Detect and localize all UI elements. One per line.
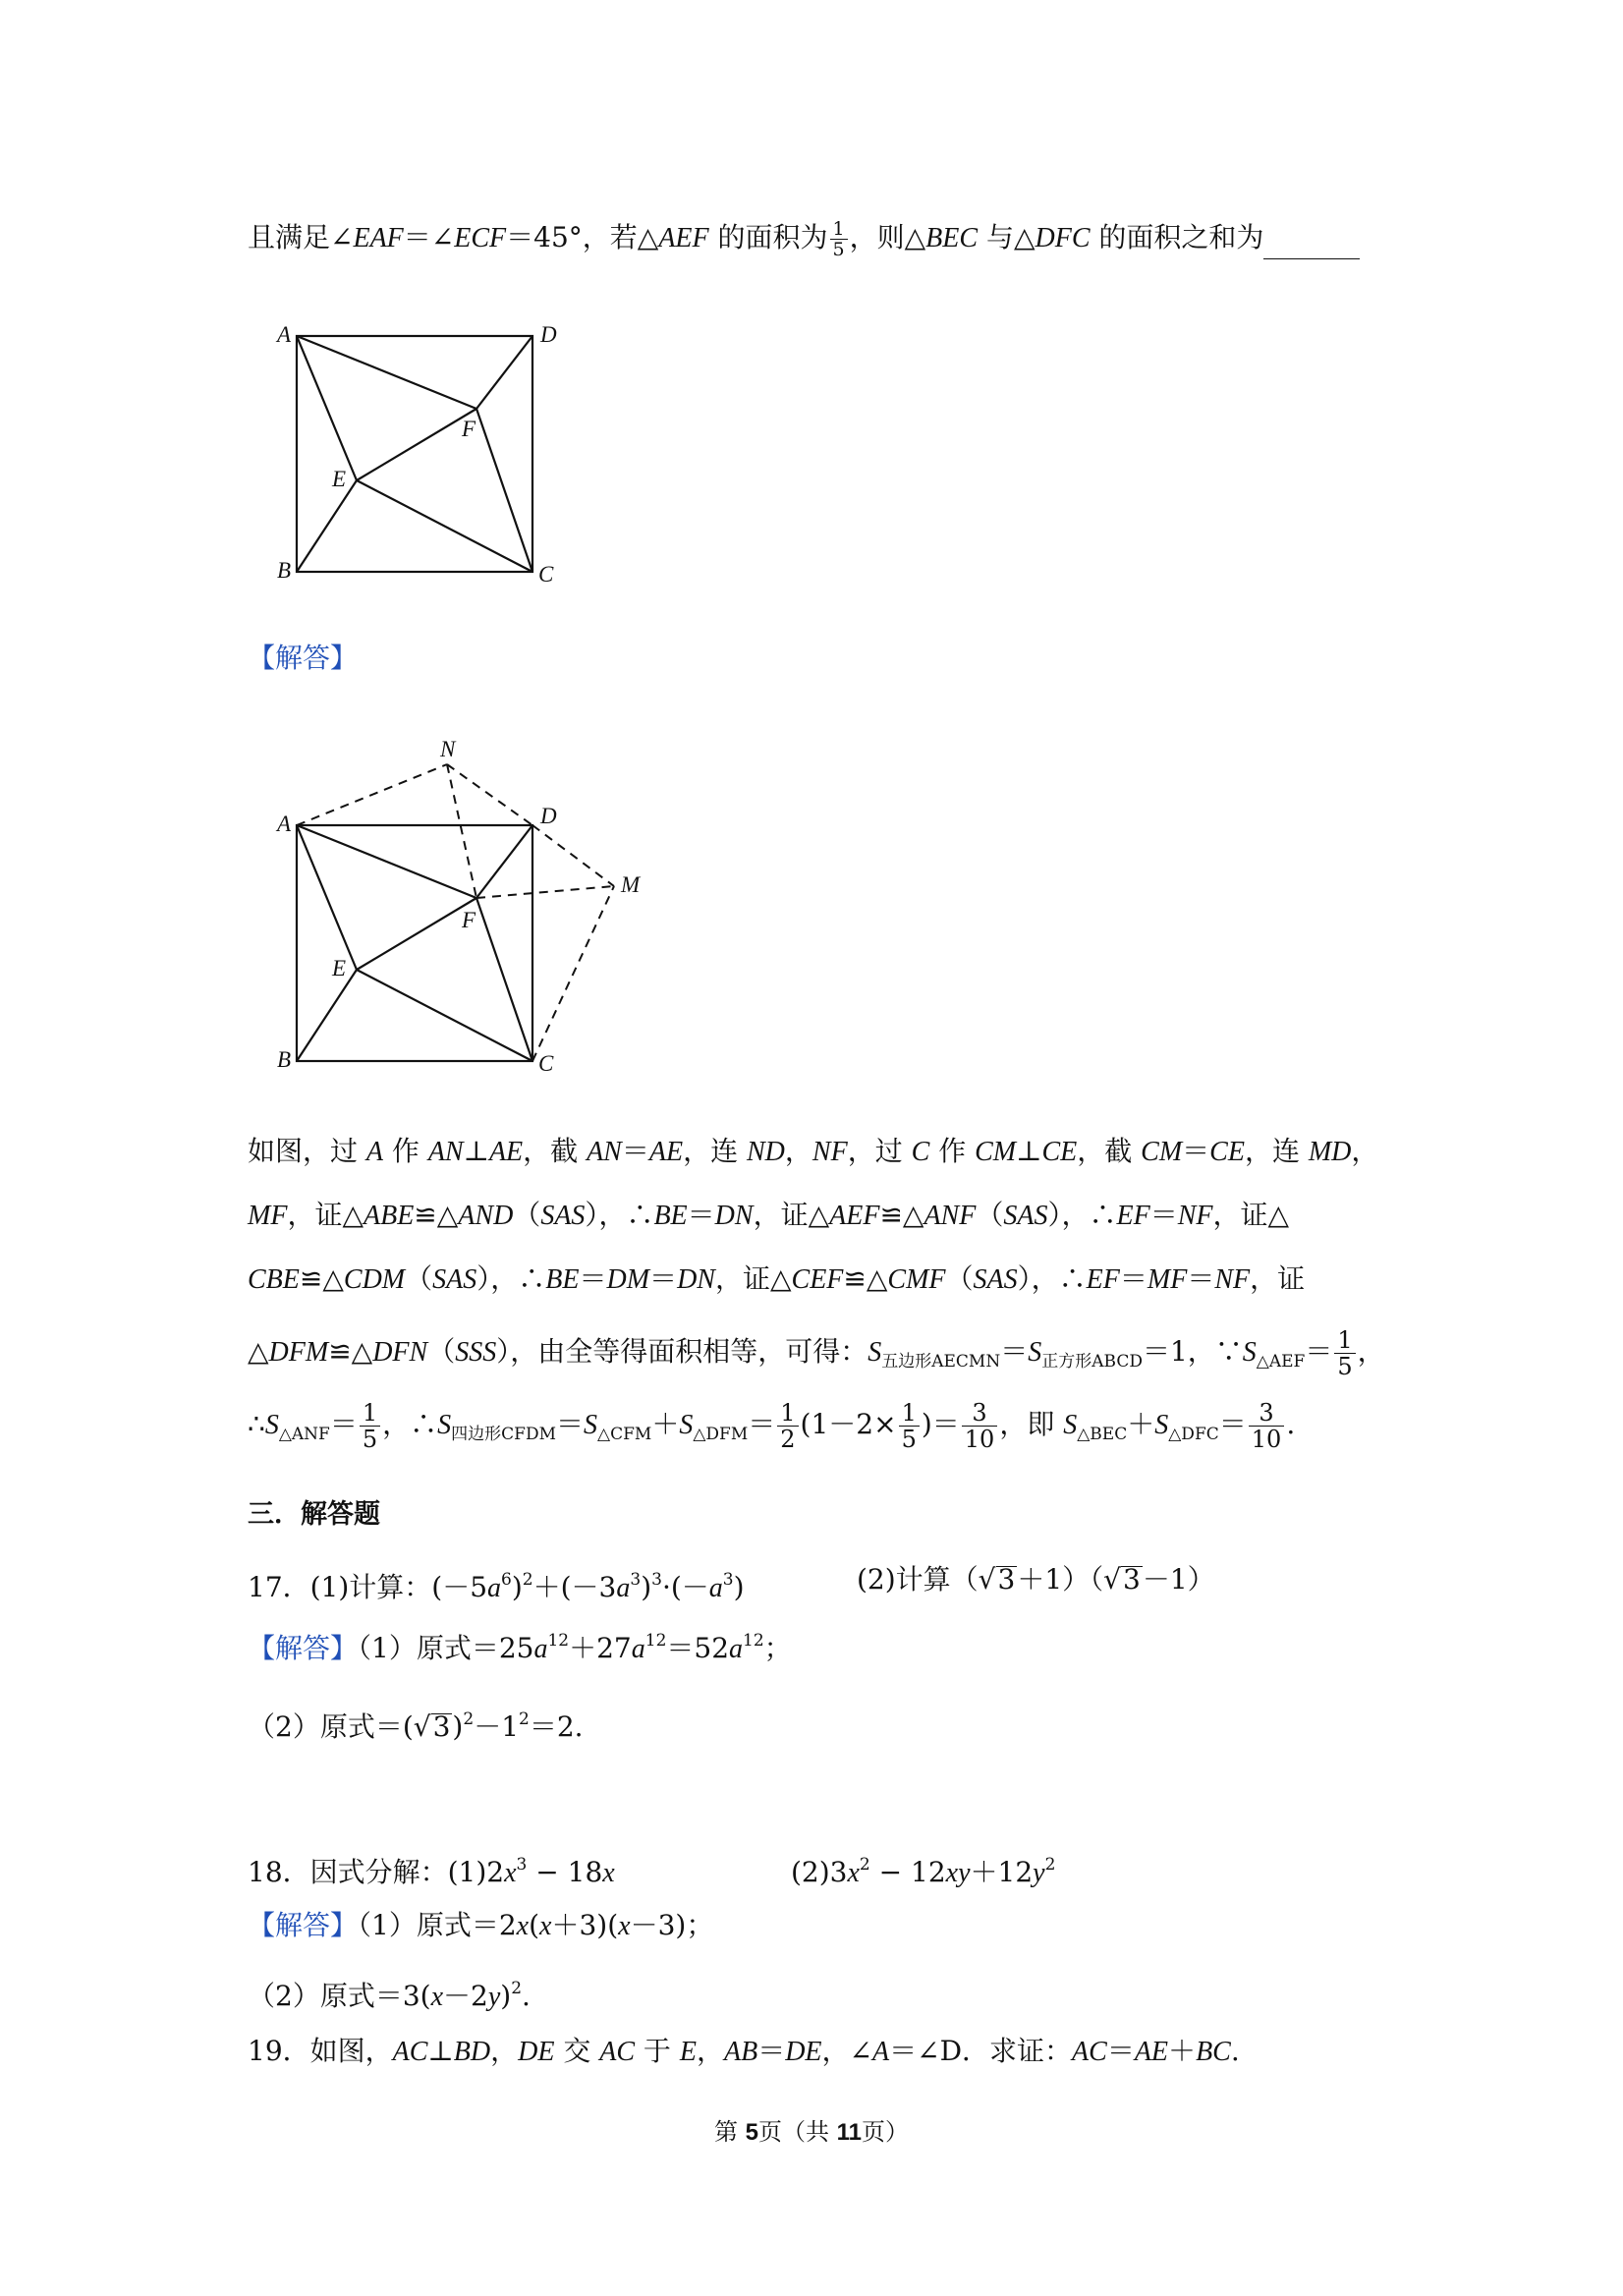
text: ＋27 bbox=[569, 1632, 632, 1664]
math-var: DN bbox=[677, 1264, 715, 1295]
math-var: DM bbox=[606, 1264, 650, 1295]
text: ＝∠ bbox=[403, 221, 455, 253]
subscript: △AEF bbox=[1256, 1352, 1306, 1372]
text: ， bbox=[696, 2035, 724, 2067]
segment-af bbox=[297, 825, 476, 898]
answer-18-line-1 bbox=[248, 1906, 713, 1946]
dashed-cm bbox=[532, 886, 614, 1061]
label-c: C bbox=[538, 562, 554, 587]
math-var: SAS bbox=[973, 1264, 1018, 1295]
label-d: D bbox=[540, 322, 557, 347]
text: (2)3 bbox=[791, 1856, 848, 1888]
math-var: CMF bbox=[887, 1264, 946, 1295]
text: （2）原式＝3( bbox=[248, 1980, 431, 2012]
math-var: x bbox=[516, 1911, 530, 1941]
text: ) bbox=[641, 1571, 652, 1603]
math-var: x bbox=[847, 1858, 860, 1888]
text: ＋ bbox=[1168, 2035, 1197, 2067]
text: ·(－ bbox=[661, 1571, 709, 1603]
answer-18-line-2 bbox=[248, 1969, 531, 2017]
math-var: xy bbox=[945, 1858, 971, 1888]
text: 的面积之和为 bbox=[1090, 221, 1264, 253]
text: ，∴ bbox=[382, 1408, 438, 1440]
square-abcd bbox=[297, 825, 532, 1061]
text: （ bbox=[945, 1262, 974, 1295]
text: ＝1，∵ bbox=[1142, 1335, 1243, 1368]
math-var: BE bbox=[545, 1264, 580, 1295]
math-var: AC bbox=[1072, 2037, 1107, 2067]
sqrt-sign: √ bbox=[1103, 1563, 1122, 1596]
math-var: A bbox=[872, 2037, 890, 2067]
exponent: 2 bbox=[1044, 1855, 1056, 1875]
text: （ bbox=[427, 1335, 456, 1368]
text: ＝ bbox=[748, 1408, 776, 1440]
area-symbol: S bbox=[679, 1410, 694, 1440]
text: 交 bbox=[554, 2035, 600, 2067]
text: ⊥ bbox=[427, 2035, 454, 2067]
text: （ bbox=[976, 1199, 1004, 1231]
subscript: 四边形CFDM bbox=[451, 1425, 557, 1444]
exponent: 2 bbox=[519, 1709, 530, 1729]
exponent: 3 bbox=[630, 1570, 642, 1590]
math-var: CDM bbox=[343, 1264, 406, 1295]
text: －3)； bbox=[630, 1909, 714, 1941]
text: ），∴ bbox=[1017, 1262, 1087, 1295]
solution-line-4 bbox=[248, 1322, 1385, 1381]
math-var: AN bbox=[587, 1137, 622, 1167]
subscript: △ANF bbox=[278, 1425, 330, 1444]
segment-be bbox=[297, 480, 357, 572]
math-var: A bbox=[365, 1137, 384, 1167]
text: 18．因式分解：(1)2 bbox=[248, 1856, 505, 1888]
math-var: C bbox=[911, 1137, 930, 1167]
text: △ bbox=[248, 1335, 269, 1368]
exponent: 2 bbox=[511, 1979, 523, 1998]
text: . bbox=[1230, 2035, 1240, 2067]
text: ) bbox=[511, 1571, 523, 1603]
text: ，则△ bbox=[849, 221, 926, 253]
segment-ef bbox=[357, 409, 476, 480]
math-var: ECF bbox=[454, 223, 507, 253]
math-var: DFM bbox=[268, 1337, 329, 1368]
text: ＋12 bbox=[970, 1856, 1034, 1888]
text: 的面积为 bbox=[708, 221, 828, 253]
area-symbol: S bbox=[584, 1410, 598, 1440]
text: 作 bbox=[929, 1135, 976, 1167]
text: (2)计算（ bbox=[857, 1563, 979, 1596]
math-var: ND bbox=[747, 1137, 785, 1167]
math-var: AE bbox=[1134, 2037, 1169, 2067]
area-symbol: S bbox=[1242, 1337, 1257, 1368]
text: 且满足∠ bbox=[248, 221, 354, 253]
text: （2）原式＝( bbox=[248, 1710, 414, 1743]
subscript: 正方形ABCD bbox=[1041, 1352, 1143, 1372]
numerator: 3 bbox=[1249, 1400, 1285, 1427]
label-c: C bbox=[538, 1051, 554, 1076]
answer-tag: 【解答】 bbox=[248, 642, 359, 674]
math-var: NF bbox=[812, 1137, 848, 1167]
text: ＝ bbox=[1305, 1335, 1333, 1368]
solution-line-3 bbox=[248, 1260, 1305, 1300]
subscript: △BEC bbox=[1077, 1425, 1128, 1444]
text: （1）原式＝2 bbox=[358, 1909, 517, 1941]
math-var: AC bbox=[392, 2037, 428, 2067]
text: 于 bbox=[635, 2035, 680, 2067]
segment-be bbox=[297, 970, 357, 1061]
fraction-one-fifth bbox=[830, 219, 848, 259]
text: ，连 bbox=[1244, 1135, 1309, 1167]
area-symbol: S bbox=[867, 1337, 882, 1368]
text: 第 bbox=[713, 2118, 746, 2146]
text: ＝ bbox=[329, 1408, 358, 1440]
text: ＋3)( bbox=[551, 1909, 619, 1941]
text: ⊥ bbox=[1016, 1135, 1042, 1167]
text: ≌△ bbox=[299, 1262, 344, 1295]
numerator: 3 bbox=[962, 1400, 998, 1427]
answer-blank bbox=[1263, 229, 1360, 259]
text: ），由全等得面积相等，可得： bbox=[496, 1335, 868, 1368]
text: ( bbox=[529, 1909, 540, 1941]
sqrt-sign: √ bbox=[978, 1563, 996, 1596]
math-var: AEF bbox=[658, 223, 709, 253]
math-var: a bbox=[616, 1573, 631, 1603]
label-b: B bbox=[277, 1047, 292, 1072]
area-symbol: S bbox=[437, 1410, 452, 1440]
text: ) bbox=[500, 1980, 512, 2012]
text: ＋1）（ bbox=[1017, 1563, 1104, 1596]
dashed-fm bbox=[476, 886, 614, 898]
denominator: 10 bbox=[1251, 1426, 1282, 1453]
text: 页（共 bbox=[757, 2118, 837, 2146]
text: －2 bbox=[443, 1980, 488, 2012]
text: ∴ bbox=[248, 1408, 265, 1440]
fraction bbox=[962, 1400, 998, 1452]
numerator: 1 bbox=[830, 219, 848, 240]
text: ＝ bbox=[1218, 1408, 1247, 1440]
math-var: BE bbox=[653, 1201, 688, 1231]
math-var: x bbox=[504, 1858, 517, 1888]
question-17 bbox=[248, 1560, 745, 1608]
text: 如图，过 bbox=[248, 1135, 366, 1167]
text: ＋ bbox=[651, 1408, 680, 1440]
fraction bbox=[1334, 1327, 1355, 1379]
text: ＝ bbox=[1000, 1335, 1029, 1368]
segment-ef bbox=[357, 898, 476, 970]
math-var: SSS bbox=[455, 1337, 497, 1368]
label-a: A bbox=[277, 812, 292, 836]
text: －1） bbox=[1142, 1563, 1215, 1596]
math-var: BC bbox=[1196, 2037, 1231, 2067]
text: ，过 bbox=[847, 1135, 912, 1167]
text: ），∴ bbox=[1047, 1199, 1117, 1231]
numerator: 1 bbox=[360, 1400, 380, 1427]
area-symbol: S bbox=[1154, 1410, 1169, 1440]
question-19 bbox=[248, 2032, 1240, 2072]
exponent: 12 bbox=[644, 1631, 667, 1651]
exponent: 3 bbox=[722, 1570, 734, 1590]
text: （ bbox=[405, 1262, 433, 1295]
text: －1 bbox=[474, 1710, 520, 1743]
math-var: SAS bbox=[1003, 1201, 1048, 1231]
radicand: 3 bbox=[997, 1563, 1016, 1596]
math-var: MF bbox=[1147, 1264, 1188, 1295]
math-var: y bbox=[1033, 1858, 1045, 1888]
numerator: 1 bbox=[899, 1400, 920, 1427]
exponent: 2 bbox=[522, 1570, 533, 1590]
text: ) bbox=[452, 1710, 464, 1743]
text: ＝45°，若△ bbox=[506, 221, 659, 253]
text: ，证△ bbox=[753, 1199, 830, 1231]
problem-16-line bbox=[248, 218, 1360, 259]
math-var: EF bbox=[1116, 1201, 1150, 1231]
text: ≌△ bbox=[843, 1262, 888, 1295]
text: ＝ bbox=[556, 1408, 585, 1440]
area-symbol: S bbox=[264, 1410, 279, 1440]
square-figure-2 bbox=[265, 727, 678, 1091]
question-18-part-2 bbox=[791, 1845, 1055, 1893]
math-var: x bbox=[539, 1911, 552, 1941]
math-var: BEC bbox=[925, 223, 979, 253]
math-var: DFC bbox=[1035, 223, 1091, 253]
label-b: B bbox=[277, 558, 292, 583]
math-var: AE bbox=[648, 1137, 684, 1167]
text: − 18 bbox=[527, 1856, 603, 1888]
subscript: 五边形AECMN bbox=[881, 1352, 1001, 1372]
math-var: AE bbox=[488, 1137, 524, 1167]
math-var: a bbox=[533, 1634, 548, 1664]
answer-tag: 【解答】 bbox=[248, 1909, 359, 1941]
fraction bbox=[1249, 1400, 1285, 1452]
solution-line-5 bbox=[248, 1395, 1295, 1454]
text: ，证△ bbox=[714, 1262, 792, 1295]
numerator: 1 bbox=[777, 1400, 798, 1427]
exponent: 3 bbox=[651, 1570, 662, 1590]
math-var: CEF bbox=[791, 1264, 844, 1295]
question-17-part-2 bbox=[857, 1560, 1215, 1599]
answer-17-line-1 bbox=[248, 1621, 792, 1669]
subscript: △CFM bbox=[597, 1425, 652, 1444]
denominator: 5 bbox=[362, 1426, 378, 1453]
label-e: E bbox=[332, 467, 347, 491]
text: ，证 bbox=[1250, 1262, 1306, 1295]
exponent: 6 bbox=[501, 1570, 512, 1590]
segment-fd bbox=[476, 336, 532, 409]
text: ) bbox=[733, 1571, 745, 1603]
text: ），∴ bbox=[585, 1199, 654, 1231]
text: ≌△ bbox=[328, 1335, 373, 1368]
area-symbol: S bbox=[1063, 1410, 1078, 1440]
solution-line-1 bbox=[248, 1132, 1378, 1172]
label-f: F bbox=[462, 908, 476, 932]
math-var: EAF bbox=[353, 223, 404, 253]
exponent: 12 bbox=[743, 1631, 764, 1651]
text: ＝ bbox=[579, 1262, 607, 1295]
text: ； bbox=[763, 1632, 792, 1664]
text: （1）原式＝25 bbox=[358, 1632, 534, 1664]
text: ， bbox=[1351, 1135, 1379, 1167]
math-var: CM bbox=[1141, 1137, 1183, 1167]
text: ，证△ bbox=[1212, 1199, 1290, 1231]
text: − 12 bbox=[869, 1856, 946, 1888]
text: ⊥ bbox=[463, 1135, 489, 1167]
text: ＝ bbox=[1149, 1199, 1178, 1231]
text: ＝2. bbox=[529, 1710, 584, 1743]
segment-fd bbox=[476, 825, 532, 898]
subscript: △DFC bbox=[1168, 1425, 1219, 1444]
text: ＝ bbox=[1182, 1135, 1210, 1167]
text: 与△ bbox=[978, 221, 1035, 253]
math-var: SAS bbox=[540, 1201, 586, 1231]
square-figure-1 bbox=[265, 314, 580, 599]
sqrt-sign: √ bbox=[413, 1710, 431, 1743]
text: ，证△ bbox=[287, 1199, 364, 1231]
math-var: BD bbox=[453, 2037, 491, 2067]
exponent: 12 bbox=[547, 1631, 570, 1651]
math-var: AND bbox=[458, 1201, 514, 1231]
math-var: CE bbox=[1041, 1137, 1078, 1167]
text: ），∴ bbox=[476, 1262, 546, 1295]
math-var: x bbox=[602, 1858, 615, 1888]
denominator: 10 bbox=[964, 1426, 995, 1453]
math-var: ANF bbox=[923, 1201, 977, 1231]
math-var: NF bbox=[1214, 1264, 1251, 1295]
subscript: △DFM bbox=[693, 1425, 749, 1444]
total-pages: 11 bbox=[836, 2119, 862, 2146]
text: ＝ bbox=[1187, 1262, 1215, 1295]
text: ，连 bbox=[683, 1135, 747, 1167]
text: 17．(1)计算：(－5 bbox=[248, 1571, 488, 1603]
question-18 bbox=[248, 1845, 615, 1893]
text: ＝52 bbox=[666, 1632, 730, 1664]
denominator: 5 bbox=[1337, 1353, 1353, 1380]
text: ＝ bbox=[649, 1262, 678, 1295]
label-f: F bbox=[462, 417, 476, 441]
numerator: 1 bbox=[1334, 1327, 1355, 1354]
text: （ bbox=[513, 1199, 541, 1231]
page-footer bbox=[0, 2112, 1623, 2147]
math-var: AB bbox=[723, 2037, 758, 2067]
fraction bbox=[360, 1400, 380, 1452]
area-symbol: S bbox=[1028, 1337, 1042, 1368]
label-a: A bbox=[277, 322, 292, 347]
solution-line-2 bbox=[248, 1196, 1289, 1236]
math-var: AC bbox=[599, 2037, 636, 2067]
text: ≌△ bbox=[879, 1199, 924, 1231]
text: 19．如图， bbox=[248, 2035, 393, 2067]
text: ，即 bbox=[999, 1408, 1064, 1440]
text: ＋(－3 bbox=[532, 1571, 617, 1603]
math-var: a bbox=[631, 1634, 645, 1664]
math-var: DE bbox=[518, 2037, 555, 2067]
exponent: 2 bbox=[859, 1855, 870, 1875]
dashed-dm bbox=[532, 825, 614, 886]
math-var: CBE bbox=[248, 1264, 300, 1295]
math-var: AN bbox=[427, 1137, 464, 1167]
dashed-an bbox=[297, 764, 447, 825]
math-var: a bbox=[708, 1573, 723, 1603]
denominator: 5 bbox=[832, 239, 845, 260]
segment-af bbox=[297, 336, 476, 409]
page-number: 5 bbox=[745, 2119, 758, 2146]
math-var: x bbox=[430, 1982, 443, 2012]
text: )＝ bbox=[921, 1408, 960, 1440]
text: (1－2× bbox=[800, 1408, 897, 1440]
math-var: CE bbox=[1209, 1137, 1245, 1167]
denominator: 2 bbox=[780, 1426, 796, 1453]
math-var: EF bbox=[1086, 1264, 1120, 1295]
text: . bbox=[1286, 1408, 1296, 1440]
text: ＝ bbox=[621, 1135, 649, 1167]
answer-tag: 【解答】 bbox=[248, 1632, 359, 1664]
dashed-nd bbox=[447, 764, 532, 825]
math-var: y bbox=[487, 1982, 501, 2012]
text: ， bbox=[1357, 1335, 1385, 1368]
fraction bbox=[777, 1400, 798, 1452]
math-var: NF bbox=[1177, 1201, 1213, 1231]
math-var: DFN bbox=[372, 1337, 428, 1368]
text: ， bbox=[784, 1135, 812, 1167]
math-var: MD bbox=[1308, 1137, 1352, 1167]
answer-label bbox=[248, 639, 358, 678]
text: . bbox=[522, 1980, 531, 2012]
text: ＝ bbox=[1106, 2035, 1135, 2067]
radicand: 3 bbox=[1123, 1563, 1141, 1596]
math-var: a bbox=[487, 1573, 502, 1603]
text: ＋ bbox=[1127, 1408, 1155, 1440]
square-abcd bbox=[297, 336, 532, 572]
answer-17-line-2 bbox=[248, 1700, 584, 1747]
radicand: 3 bbox=[432, 1710, 451, 1743]
text: ＝ bbox=[757, 2035, 786, 2067]
math-var: DN bbox=[714, 1201, 754, 1231]
exponent: 3 bbox=[516, 1855, 528, 1875]
text: ，∠ bbox=[821, 2035, 872, 2067]
dashed-nf bbox=[447, 764, 476, 898]
label-n: N bbox=[440, 737, 456, 761]
text: ，截 bbox=[523, 1135, 588, 1167]
math-var: a bbox=[729, 1634, 744, 1664]
text: ＝ bbox=[687, 1199, 715, 1231]
text: ， bbox=[490, 2035, 519, 2067]
text: ≌△ bbox=[414, 1199, 459, 1231]
text: 作 bbox=[383, 1135, 428, 1167]
math-var: CM bbox=[975, 1137, 1017, 1167]
math-var: SAS bbox=[432, 1264, 477, 1295]
section-heading: 三．解答题 bbox=[248, 1499, 380, 1530]
math-var: ABE bbox=[363, 1201, 415, 1231]
text: ，截 bbox=[1077, 1135, 1142, 1167]
denominator: 5 bbox=[901, 1426, 917, 1453]
math-var: E bbox=[679, 2037, 697, 2067]
text: ＝∠D．求证： bbox=[889, 2035, 1073, 2067]
label-m: M bbox=[621, 872, 641, 897]
fraction bbox=[899, 1400, 920, 1452]
math-var: DE bbox=[785, 2037, 822, 2067]
text: ＝ bbox=[1119, 1262, 1147, 1295]
label-e: E bbox=[332, 956, 347, 980]
math-var: MF bbox=[248, 1201, 288, 1231]
text: 页） bbox=[862, 2118, 909, 2146]
exponent: 2 bbox=[463, 1709, 475, 1729]
label-d: D bbox=[540, 804, 557, 828]
math-var: x bbox=[618, 1911, 631, 1941]
math-var: AEF bbox=[829, 1201, 880, 1231]
